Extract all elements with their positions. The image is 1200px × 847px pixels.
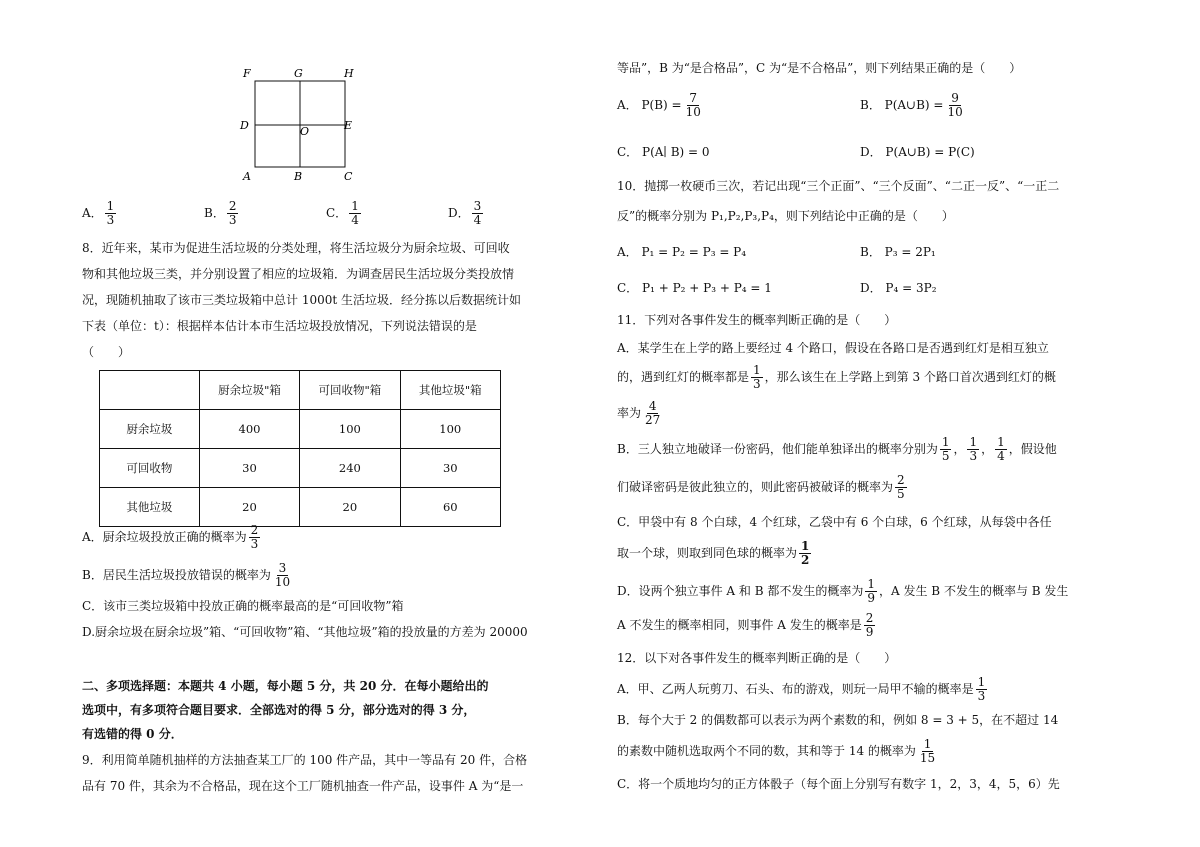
- q12-b-line-1: B．每个大于 2 的偶数都可以表示为两个素数的和，例如 8 = 3 + 5，在不超过 14: [617, 713, 1059, 727]
- label-G: G: [294, 67, 303, 80]
- q8-option-a-den: 3: [250, 537, 259, 551]
- q8-line-1: 8．近年来，某市为促进生活垃圾的分类处理，将生活垃圾分为厨余垃圾、可回收: [82, 241, 510, 255]
- q7-option-d-num: 3: [473, 199, 482, 213]
- q11-d-line-1: [617, 578, 1068, 605]
- q7-option-a-den: 3: [106, 213, 115, 227]
- table-cell: 其他垃圾: [100, 488, 200, 527]
- q8-option-b-num: 3: [278, 561, 287, 575]
- q8-option-d: D.厨余垃圾在厨余垃圾”箱、“可回收物”箱、“其他垃圾”箱的投放量的方差为 20000: [82, 625, 528, 639]
- table-cell: 400: [199, 410, 299, 449]
- q7-option-b-letter: B．: [204, 206, 225, 220]
- q11-d-num: 1: [867, 577, 876, 591]
- q10-option-c: C． P₁ + P₂ + P₃ + P₄ = 1: [617, 281, 772, 295]
- table-row: [100, 488, 501, 527]
- q11-a-den: 3: [753, 377, 761, 391]
- q7-option-b-num: 2: [228, 199, 237, 213]
- q12-a-den: 3: [977, 689, 986, 703]
- q9-option-b-text: B． P(A∪B) =: [860, 98, 944, 112]
- table-row: [100, 410, 501, 449]
- q9-option-c: C． P(A∣ B) = 0: [617, 145, 710, 159]
- q11-b-line-2-num: 2: [897, 473, 905, 487]
- label-C: C: [344, 170, 353, 183]
- table-cell: 100: [300, 410, 400, 449]
- q9-line-1: 9．利用简单随机抽样的方法抽查某工厂的 100 件产品，其中一等品有 20 件，合格: [82, 753, 528, 767]
- q9-option-a-num: 7: [689, 91, 698, 105]
- q7-option-c-letter: C．: [326, 206, 348, 220]
- q11-b-den-1: 5: [941, 449, 950, 463]
- q11-line-1: 11．下列对各事件发生的概率判断正确的是（ ）: [617, 313, 897, 327]
- q8-line-4: 下表（单位：t）：根据样本估计本市生活垃圾投放情况，下列说法错误的是: [82, 319, 477, 333]
- table-header-cell: 可回收物"箱: [300, 371, 400, 410]
- q7-option-c-den: 4: [351, 213, 359, 227]
- q11-b-line-2: [617, 474, 909, 501]
- q11-b-den-3: 4: [997, 449, 1005, 463]
- q10-option-b: B． P₃ = 2P₁: [860, 245, 936, 259]
- q11-b-fraction-1: [940, 436, 952, 463]
- table-cell: 20: [199, 488, 299, 527]
- q12-b-den: 15: [919, 751, 936, 765]
- section2-line-3: 有选错的得 0 分．: [82, 727, 183, 741]
- section2-line-1: 二、多项选择题：本题共 4 小题，每小题 5 分，共 20 分．在每小题给出的: [82, 679, 489, 693]
- q10-option-d: D． P₄ = 3P₂: [860, 281, 937, 295]
- q8-option-c: C．该市三类垃圾箱中投放正确的概率最高的是“可回收物”箱: [82, 599, 404, 613]
- q12-a-text: A．甲、乙两人玩剪刀、石头、布的游戏，则玩一局甲不输的概率是: [617, 682, 974, 696]
- label-F: F: [243, 67, 251, 80]
- q9-option-a-fraction: [684, 92, 703, 119]
- q8-line-5: （ ）: [82, 345, 131, 359]
- q7-option-a-num: 1: [106, 199, 115, 213]
- q11-b-line-1: [617, 436, 1057, 463]
- q11-b-fraction-3: [995, 436, 1007, 463]
- q11-b-text-2: ，假设他: [1008, 442, 1057, 456]
- q11-b-line-2-text: 们破译密码是彼此独立的，则此密码被破译的概率为: [617, 480, 894, 494]
- q9-option-a-text: A． P(B) =: [617, 98, 682, 112]
- table-row: [100, 449, 501, 488]
- garbage-table: [99, 370, 501, 527]
- label-D: D: [240, 119, 249, 132]
- label-H: H: [344, 67, 354, 80]
- q11-a-rate-fraction: [643, 400, 662, 427]
- comma: ，: [981, 442, 994, 456]
- q11-a-rate-text: 率为: [617, 406, 642, 420]
- table-cell: 30: [199, 449, 299, 488]
- q9-line-3: 等品”，B 为“是合格品”，C 为“是不合格品”，则下列结果正确的是（ ）: [617, 61, 1022, 75]
- q11-b-num-1: 1: [941, 435, 950, 449]
- q11-c-line-2: [617, 540, 813, 567]
- q10-line-2: 反”的概率分别为 P₁,P₂,P₃,P₄，则下列结论中正确的是（ ）: [617, 209, 954, 223]
- section2-line-2: 选项中，有多项符合题目要求．全部选对的得 5 分，部分选对的得 3 分，: [82, 703, 476, 717]
- q7-option-d-fraction: [472, 200, 484, 227]
- q7-option-d: [448, 200, 485, 227]
- q7-option-c: [326, 200, 363, 227]
- q11-d-fraction: [865, 578, 877, 605]
- label-A: A: [243, 170, 251, 183]
- label-E: E: [344, 119, 353, 132]
- table-cell: 100: [400, 410, 500, 449]
- q9-option-b: [860, 92, 967, 119]
- q8-line-3: 况，现随机抽取了该市三类垃圾箱中总计 1000t 生活垃圾．经分拣以后数据统计如: [82, 293, 521, 307]
- q9-line-2: 品有 70 件，其余为不合格品，现在这个工厂随机抽查一件产品，设事件 A 为“是一: [82, 779, 524, 793]
- q12-b-num: 1: [923, 737, 932, 751]
- q11-d-den: 9: [867, 591, 876, 605]
- q11-a-line-3: [617, 400, 664, 427]
- q8-option-b-fraction: [273, 562, 292, 589]
- table-cell: 30: [400, 449, 500, 488]
- q11-a-line-1: A．某学生在上学的路上要经过 4 个路口，假设在各路口是否遇到红灯是相互独立: [617, 341, 1049, 355]
- table-cell: 20: [300, 488, 400, 527]
- q9-option-a-den: 10: [685, 105, 701, 119]
- q11-c-num: 1: [801, 539, 810, 553]
- q11-a-line-2: [617, 364, 1056, 391]
- q11-c-fraction: [799, 540, 811, 567]
- q11-a-text: 的，遇到红灯的概率都是: [617, 370, 750, 384]
- table-cell: 厨余垃圾: [100, 410, 200, 449]
- q7-option-c-num: 1: [351, 199, 359, 213]
- q7-option-a-fraction: [105, 200, 117, 227]
- q10-line-1: 10．抛掷一枚硬币三次，若记出现“三个正面”、“三个反面”、“二正一反”、“一正二: [617, 179, 1060, 193]
- label-B: B: [294, 170, 303, 183]
- q12-b-fraction: [918, 738, 937, 765]
- table-cell: 60: [400, 488, 500, 527]
- q12-b-line-2: [617, 738, 939, 765]
- q11-d-line-2-fraction: [864, 612, 876, 639]
- table-header-cell: 其他垃圾"箱: [400, 371, 500, 410]
- q7-option-b-fraction: [227, 200, 239, 227]
- q7-option-d-den: 4: [473, 213, 482, 227]
- table-cell: 240: [300, 449, 400, 488]
- q11-d-text: D．设两个独立事件 A 和 B 都不发生的概率为: [617, 584, 864, 598]
- q11-d-line-2-text: A 不发生的概率相同，则事件 A 发生的概率是: [617, 618, 862, 632]
- q8-option-b: [82, 562, 294, 589]
- q11-a-rate-num: 4: [648, 399, 657, 413]
- q8-option-a-num: 2: [250, 523, 259, 537]
- q9-option-b-fraction: [945, 92, 964, 119]
- q12-a-num: 1: [977, 675, 986, 689]
- q11-b-line-2-fraction: [895, 474, 907, 501]
- label-O: O: [300, 125, 310, 138]
- q7-option-b-den: 3: [228, 213, 237, 227]
- q11-b-line-2-den: 5: [897, 487, 905, 501]
- table-header-cell: 厨余垃圾"箱: [199, 371, 299, 410]
- q7-option-d-letter: D．: [448, 206, 470, 220]
- table-header-row: [100, 371, 501, 410]
- table-header-cell: [100, 371, 200, 410]
- q8-option-a-text: A．厨余垃圾投放正确的概率为: [82, 530, 247, 544]
- q11-c-text: 取一个球，则取到同色球的概率为: [617, 546, 798, 560]
- square-grid-figure: [236, 64, 366, 186]
- q11-a-num: 1: [753, 363, 761, 377]
- q9-option-b-num: 9: [951, 91, 959, 105]
- q7-option-a-letter: A．: [82, 206, 103, 220]
- q9-option-d: D． P(A∪B) = P(C): [860, 145, 975, 159]
- q8-option-b-text: B．居民生活垃圾投放错误的概率为: [82, 568, 271, 582]
- q11-b-text: B．三人独立地破译一份密码，他们能单独译出的概率分别为: [617, 442, 938, 456]
- q8-line-2: 物和其他垃圾三类，并分别设置了相应的垃圾箱．为调查居民生活垃圾分类投放情: [82, 267, 515, 281]
- q11-c-den: 2: [801, 553, 810, 567]
- comma: ，: [953, 442, 966, 456]
- q7-option-c-fraction: [349, 200, 361, 227]
- q11-d-text-2: ，A 发生 B 不发生的概率与 B 发生: [879, 584, 1069, 598]
- q11-d-line-2-num: 2: [865, 611, 874, 625]
- q8-option-a: [82, 524, 262, 551]
- q9-option-b-den: 10: [947, 105, 963, 119]
- q12-a-line: [617, 676, 989, 703]
- q11-d-line-2: [617, 612, 877, 639]
- q11-b-num-3: 1: [997, 435, 1005, 449]
- q11-a-rate-den: 27: [645, 413, 661, 427]
- q12-line-1: 12．以下对各事件发生的概率判断正确的是（ ）: [617, 651, 897, 665]
- q11-b-den-2: 3: [969, 449, 978, 463]
- table-cell: 可回收物: [100, 449, 200, 488]
- q11-b-num-2: 1: [969, 435, 978, 449]
- q10-option-a: A． P₁ = P₂ = P₃ = P₄: [617, 245, 747, 259]
- q8-option-b-den: 10: [274, 575, 291, 589]
- q12-c-line-1: C．将一个质地均匀的正方体骰子（每个面上分别写有数字 1，2，3，4，5，6）先: [617, 777, 1060, 791]
- q8-option-a-fraction: [249, 524, 261, 551]
- q11-c-line-1: C．甲袋中有 8 个白球，4 个红球，乙袋中有 6 个白球，6 个红球，从每袋中各任: [617, 515, 1052, 529]
- q11-a-fraction: [751, 364, 763, 391]
- q11-b-fraction-2: [967, 436, 979, 463]
- q11-d-line-2-den: 9: [865, 625, 874, 639]
- q12-a-fraction: [976, 676, 988, 703]
- q9-option-a: [617, 92, 705, 119]
- q11-a-text-2: ，那么该生在上学路上到第 3 个路口首次遇到红灯的概: [764, 370, 1056, 384]
- q12-b-text: 的素数中随机选取两个不同的数，其和等于 14 的概率为: [617, 744, 916, 758]
- q7-option-a: [82, 200, 118, 227]
- q7-option-b: [204, 200, 240, 227]
